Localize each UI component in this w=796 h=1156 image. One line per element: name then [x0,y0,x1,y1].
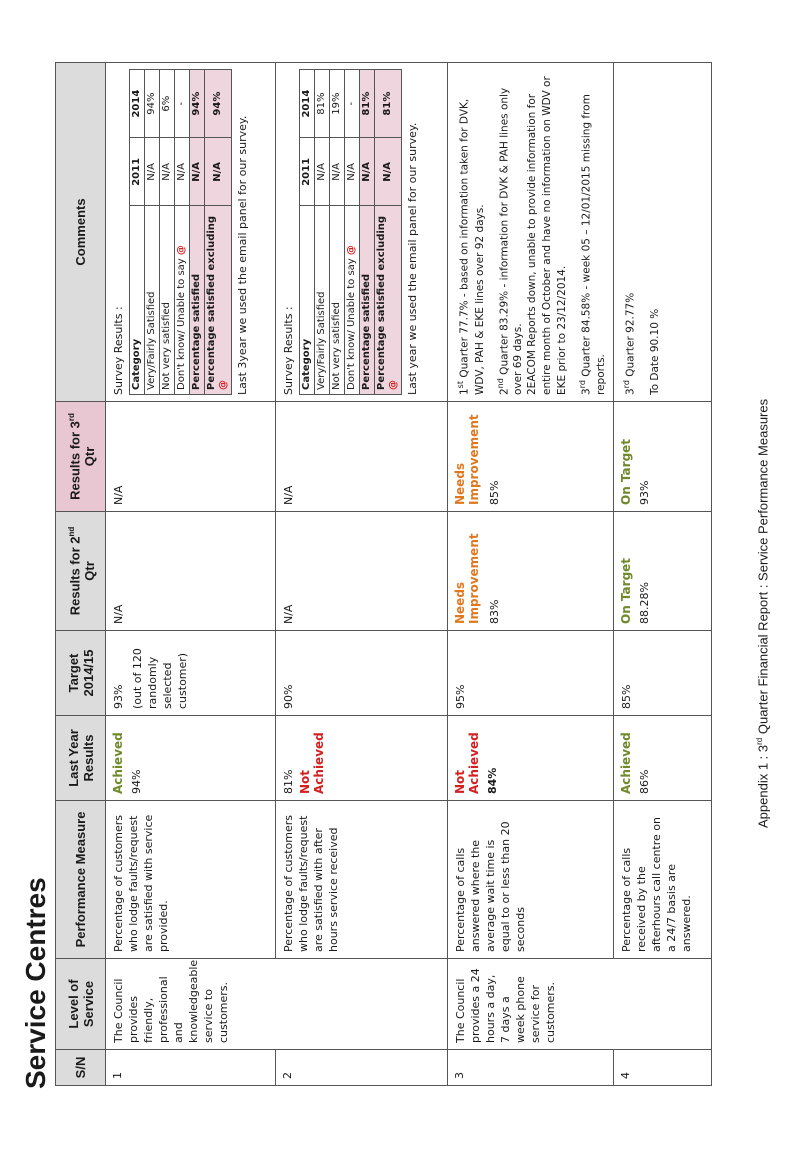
status-badge: On Target [618,438,633,505]
table-row [613,63,711,1086]
row-last-year: Achieved 94% [106,716,276,801]
page-title: Service Centres [20,877,51,1089]
row-sn: 1 [106,1050,276,1086]
header-q2: Results for 2nd Qtr [56,512,106,631]
status-badge: Not Achieved [453,732,481,794]
row-measure: Percentage of customers who lodge faults/request are satisfied with after hours service received [276,801,448,959]
header-sn: S/N [56,1050,106,1086]
status-badge: Not Achieved [298,732,326,794]
header-row [56,63,106,1086]
survey-table: Category 2011 2014 Very/Fairly Satisfied N/A 94% Not very satisfied N/A 6% Don't know/ Unable to say @ N/A - Percentage satisfied N/A 94% Percentage satisfied excluding @ N/A 94% [129,69,232,395]
row-measure: Percentage of customers who lodge faults/request are satisfied with service provided. [106,801,276,959]
row-sn: 3 [448,1050,614,1086]
row-last-year: Achieved 86% [613,716,711,801]
header-level: Level of Service [56,959,106,1050]
row-q3: Needs Improvement 85% [448,402,614,512]
status-badge: Needs Improvement [453,414,481,505]
row-measure: Percentage of calls received by the afterhours call centre on a 24/7 basis are answered. [613,801,711,959]
status-badge: Achieved [111,732,125,794]
row-target: 85% [613,631,711,716]
row-level: The Council provides friendly, professional and knowledgeable service to customers. [106,959,276,1050]
row-q3: On Target 93% [613,402,711,512]
row-level: The Council provides a 24 hours a day, 7 days a week phone service for customers. [448,959,614,1050]
status-badge: On Target [618,557,633,624]
table-row [276,63,448,1086]
page-footer: Appendix 1 : 3rd Quarter Financial Report : Service Performance Measures [755,398,771,828]
row-measure: Percentage of calls answered where the average wait time is equal to or less than 20 seconds [448,801,614,959]
row-comments: Survey Results : Category 2011 2014 Very/Fairly Satisfied N/A 81% Not very satisfied N/A 19% Don't know/ Unable to say @ N/A - Percentage satisfied N/A 81% Percentage satisfied excluding @ N/A 81% Last year we used the email panel for our survey. [276,63,448,402]
row-q2: Needs Improvement 83% [448,512,614,631]
row-q2: N/A [276,512,448,631]
header-last-year: Last Year Results [56,716,106,801]
header-comments: Comments [56,63,106,402]
row-q2: On Target 88.28% [613,512,711,631]
row-q2: N/A [106,512,276,631]
header-q3: Results for 3rd Qtr [56,402,106,512]
row-comments: 3rd Quarter 92.77% To Date 90.10 % [613,63,711,402]
row-target: 93% (out of 120 randomly selected customer) [106,631,276,716]
table-row [448,63,614,1086]
table-row [106,63,276,1086]
row-level [276,959,448,1050]
status-badge: Achieved [618,732,633,794]
performance-table [55,62,712,1086]
row-comments: Survey Results : Category 2011 2014 Very/Fairly Satisfied N/A 94% Not very satisfied N/A 6% Don't know/ Unable to say @ N/A - Percentage satisfied N/A 94% Percentage satisfied excluding @ N/A 94% Last 3year we used the email panel for our survey. [106,63,276,402]
status-badge: Needs Improvement [453,533,481,624]
row-comments: 1st Quarter 77.7% - based on information taken for DVK, WDV, PAH & EKE lines over 92 days. 2nd Quarter 83.29% - information for DVK & PAH lines only over 69 days. 2EACOM Reports down, unable to provide information for entire month of October and have no information on WDV or EKE prior to 23/12/2014. 3rd Quarter 84.58% - week 05 – 12/01/2015 missing from reports. [448,63,614,402]
row-level [613,959,711,1050]
row-sn: 2 [276,1050,448,1086]
row-target: 95% [448,631,614,716]
header-measure: Performance Measure [56,801,106,959]
row-q3: N/A [276,402,448,512]
row-sn: 4 [613,1050,711,1086]
row-last-year: 81% Not Achieved [276,716,448,801]
header-target: Target 2014/15 [56,631,106,716]
row-target: 90% [276,631,448,716]
row-last-year: Not Achieved 84% [448,716,614,801]
row-q3: N/A [106,402,276,512]
survey-table: Category 2011 2014 Very/Fairly Satisfied N/A 81% Not very satisfied N/A 19% Don't know/ Unable to say @ N/A - Percentage satisfied N/A 81% Percentage satisfied excluding @ N/A 81% [299,69,402,395]
